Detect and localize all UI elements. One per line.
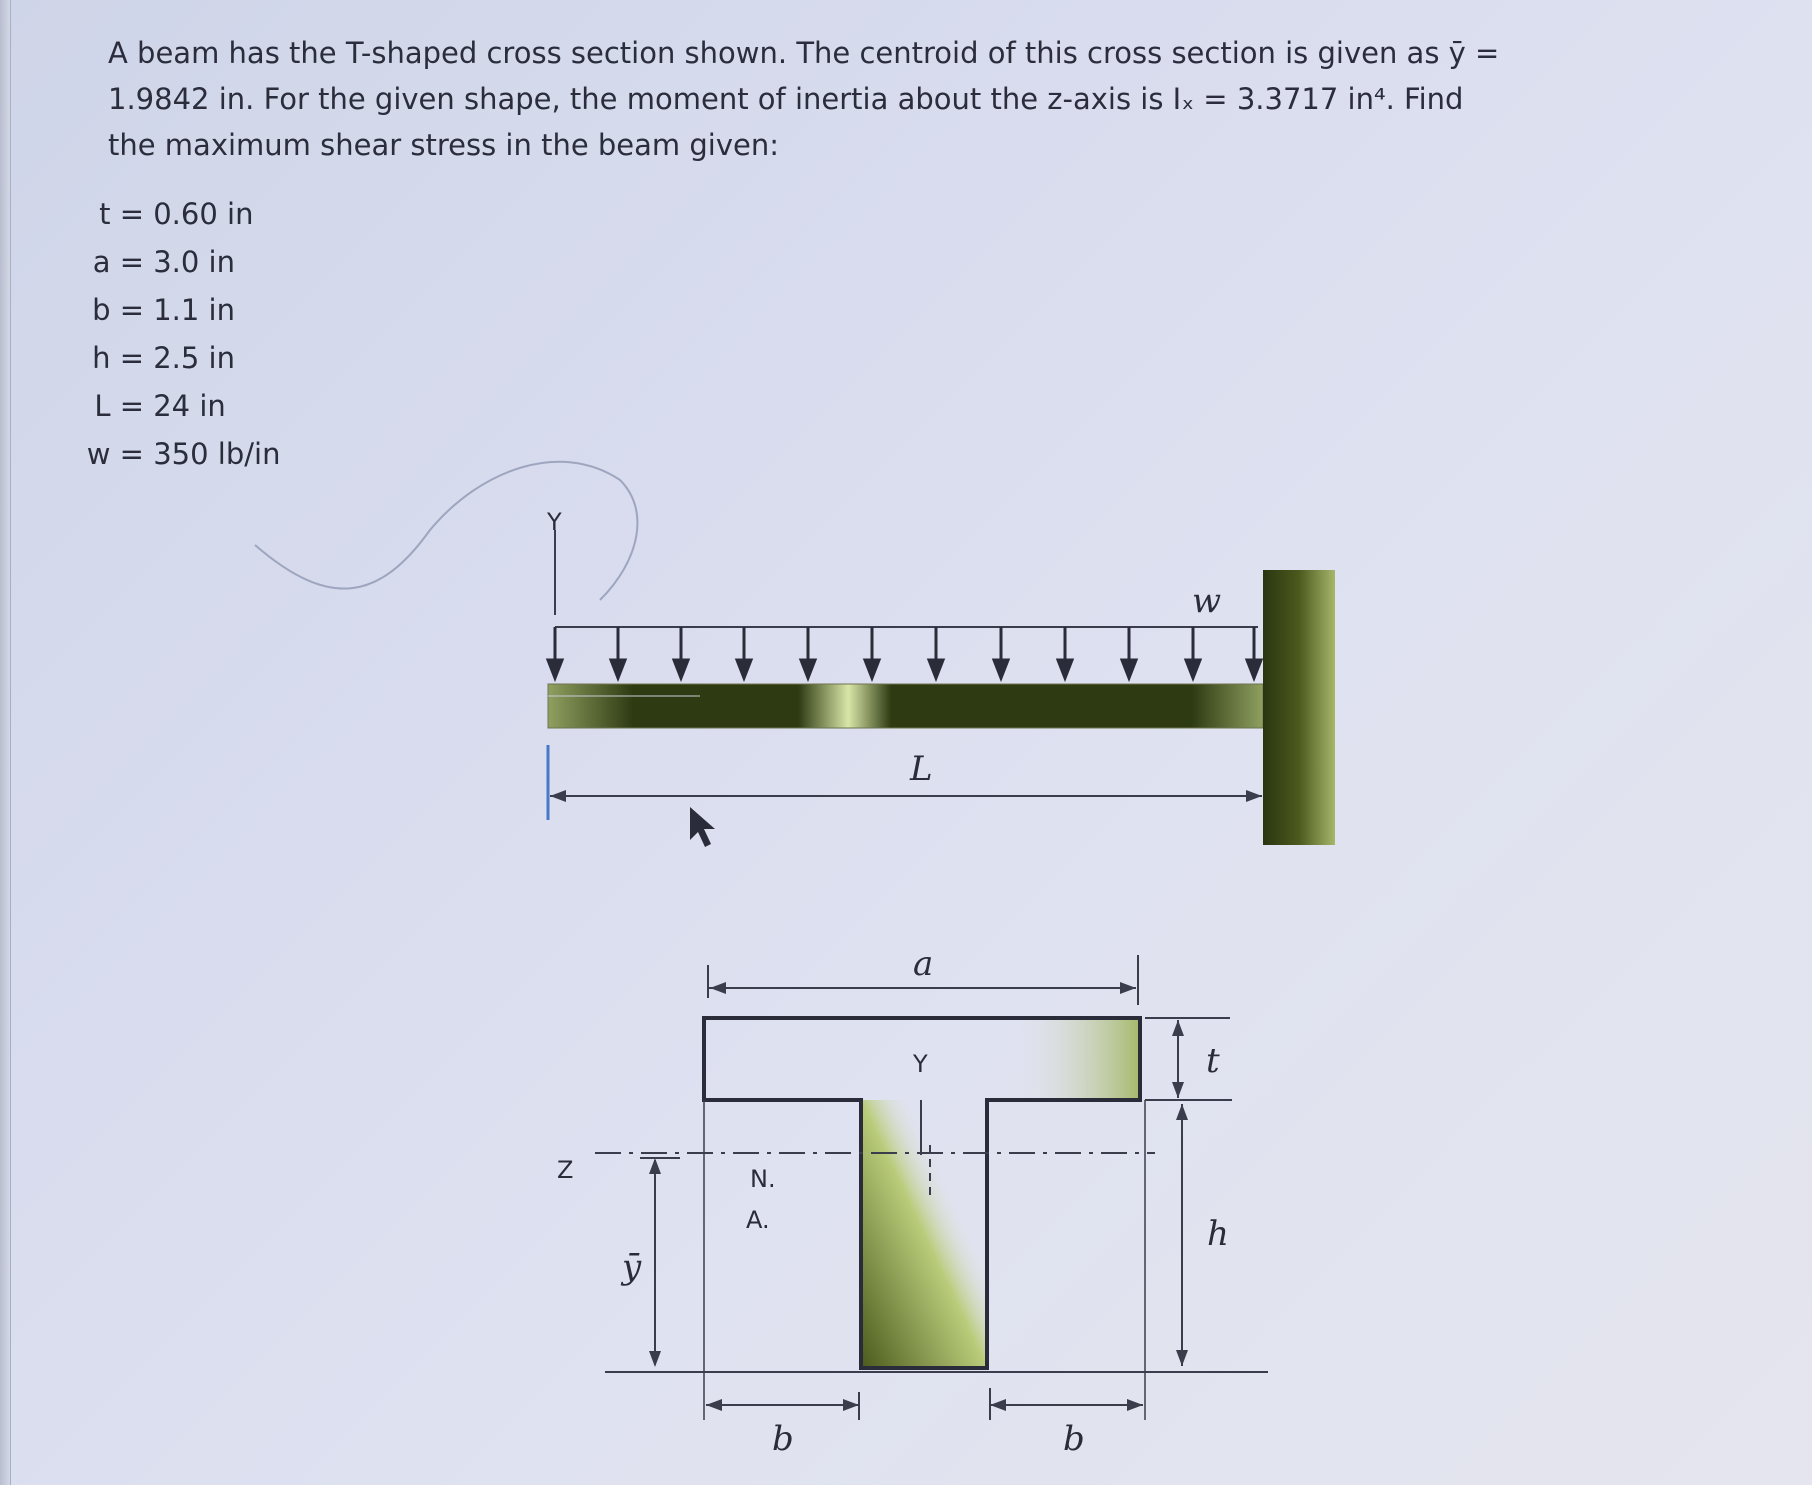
fixed-wall	[1263, 570, 1335, 845]
a-label: a	[913, 944, 934, 984]
glare-curve	[255, 462, 637, 600]
load-arrows	[548, 627, 1261, 678]
a-dim-arrow-right	[1120, 982, 1136, 994]
neutral-axis-label-a: A.	[746, 1206, 770, 1234]
given-t: t = 0.60 in	[99, 197, 254, 231]
length-dim-arrow-right	[1246, 790, 1262, 802]
b-left-label: b	[772, 1419, 794, 1459]
problem-line-3: the maximum shear stress in the beam given:	[108, 128, 780, 162]
ybar-arrow-bottom	[649, 1351, 661, 1367]
section-figure	[557, 944, 1268, 1459]
load-label: w	[1192, 581, 1222, 621]
given-a: a = 3.0 in	[92, 245, 235, 279]
b-right-arrow-right	[1127, 1399, 1143, 1411]
beam-y-axis-label: Y	[547, 508, 562, 536]
t-arrow-top	[1172, 1020, 1184, 1036]
h-arrow-bottom	[1176, 1350, 1188, 1366]
problem-line-2: 1.9842 in. For the given shape, the moment of inertia about the z-axis is Iₓ = 3.3717 in⁴. Find	[108, 82, 1464, 116]
t-arrow-bottom	[1172, 1082, 1184, 1098]
given-h: h = 2.5 in	[92, 341, 235, 375]
neutral-axis-label-n: N.	[750, 1165, 776, 1193]
web-shading	[861, 1100, 987, 1368]
length-dim-arrow-left	[550, 790, 566, 802]
section-y-axis-label: Y	[913, 1050, 928, 1078]
given-w: w = 350 lb/in	[86, 437, 281, 471]
h-label: h	[1207, 1214, 1229, 1254]
b-left-arrow-left	[706, 1399, 722, 1411]
problem-line-1: A beam has the T-shaped cross section shown. The centroid of this cross section is given as ȳ =	[108, 36, 1500, 70]
b-right-arrow-left	[990, 1399, 1006, 1411]
t-label: t	[1206, 1041, 1220, 1081]
given-L: L = 24 in	[94, 389, 226, 423]
z-axis-label: Z	[557, 1156, 574, 1184]
b-right-label: b	[1063, 1419, 1085, 1459]
ybar-arrow-top	[649, 1158, 661, 1174]
beam-figure	[546, 508, 1335, 847]
given-b: b = 1.1 in	[92, 293, 235, 327]
b-left-arrow-right	[843, 1399, 859, 1411]
a-dim-arrow-left	[710, 982, 726, 994]
beam	[548, 684, 1263, 728]
length-label: L	[910, 749, 933, 789]
h-arrow-top	[1176, 1104, 1188, 1120]
mouse-cursor-icon	[690, 807, 715, 847]
ybar-label: ȳ	[622, 1247, 642, 1287]
